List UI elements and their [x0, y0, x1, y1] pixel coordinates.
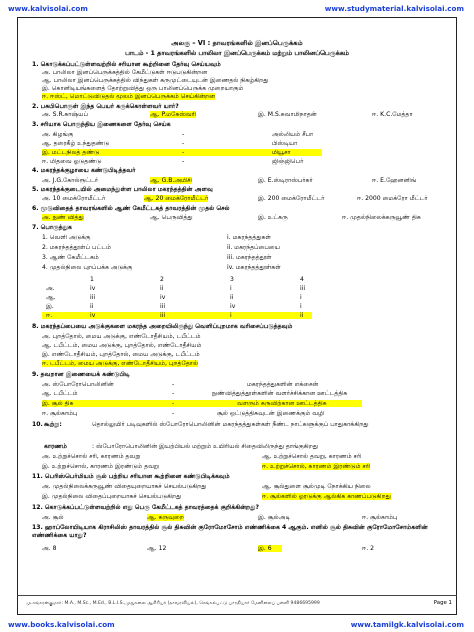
- q9-row-d-right: சூல் ஒட்டுத்திசுவுடன் இணைக்கும் வழி: [217, 410, 325, 417]
- q13-question: 13. ஹாப்லோயிடியாக கிராசிலிஸ் தாவரத்தில் சூல் திசுவின் குரோமோசோம் எண்ணிக்கை 4 ஆகும். எனில் சூல் திசுவின் குரோமோசோம்களின் எண்ணிக்கை யாது?: [32, 524, 428, 539]
- q4-option-a: அ. J.G.கோல்ரூட்டர்: [42, 177, 99, 184]
- q7-col-4: 4: [300, 276, 304, 283]
- q7-right-2: ii. மகரந்தப்பையை: [227, 244, 280, 251]
- q7-opt-a: அ. iv ii i iii: [46, 285, 306, 292]
- q10-kaaranam: : ஸ்போரோபொலினின் இயற்பியல் மற்றும் உயிரியல் சிதைவிலிருந்து தாங்குகிறது: [92, 443, 319, 450]
- q10-kootru: தொல்லுயிர் படிவுகளில் ஸ்போரோபொலினின் மகரந்தத்துகள்கள் நீண்ட நாட்களுக்குப் பாதுகாக்கிறது: [92, 421, 369, 428]
- author-credit: மு.சங்கரன்குமார்: M.A., M.Sc., M.Ed., B.L.I.S.,முதுகலை ஆசிரியர் (தாவரவியல்), செங்கல்பட்டு பாரதியார் மேனிலைப் பள்ளி 9486695999: [26, 601, 320, 606]
- q7-right-1: i. மகரந்தத்துகள்: [227, 234, 272, 241]
- q1-option-b: ஆ. பாலிலா இனப்பெருக்கத்தில் விந்துகள் கருமுட்டையுடன் இணைதல் நிகழ்கிறது: [42, 77, 269, 84]
- q13-option-a: அ. 8: [42, 545, 57, 552]
- q7-right-3: iii. மகரந்தத்தூள்: [227, 254, 272, 261]
- q12-option-d: ஈ. சூல்காம்பு: [362, 514, 398, 521]
- q7-question: 7. பொருத்துக: [32, 224, 72, 231]
- q8-question: 8. மகரந்தப்பையை அடுக்குகளை மகரந்த அறையிலிருந்து வெளிப்புறமாக வரிசைப்படுத்தவும்: [32, 323, 293, 330]
- q6-option-b: ஆ. பெருவித்து: [150, 214, 193, 221]
- q8-option-b: ஆ. டபீட்டம், மைய அடுக்கு, புறத்தோல், எண்டோதீசியம்: [42, 342, 202, 349]
- q3-row-a-right: அல்லியம் சீபா: [272, 131, 314, 138]
- q12-option-c: இ. சூல்அடி: [258, 514, 291, 521]
- q4-option-c: இ. E.ஸ்டிராஸ்பர்கர்: [258, 177, 313, 184]
- q10-option-d-answer: ஈ. உற்றுச்சொல், காரணம் இரண்டும் சரி: [262, 463, 371, 470]
- q3-row-c-answer: இ. மட்டநிலத் தண்டு - மியூசா: [42, 149, 322, 156]
- q3-row-a-left: அ. கிழங்கு: [42, 131, 74, 138]
- page-number: Page 1: [433, 600, 452, 606]
- footer-divider: [17, 595, 457, 596]
- q7-left-1: 1. வெளி அடுக்கு: [42, 234, 91, 241]
- lesson-title: பாடம் - 1 தாவரங்களில் பாலிலா இனப்பெருக்கம் மற்றும் பாலினப்பெருக்கம்: [125, 49, 349, 57]
- q4-question: 4. மகரந்தக்குழாயை கண்டுபிடித்தவர்: [32, 167, 136, 174]
- site-link-bottom-left[interactable]: www.books.kalvisolai.com: [8, 620, 115, 629]
- q9-row-b-left: ஆ. டபீட்டம்: [42, 390, 78, 397]
- q13-option-c-answer: இ. 6: [258, 545, 282, 552]
- q10-option-a: அ. உற்றுச்சொல் சரி, காரணம் தவறு: [42, 453, 141, 460]
- q9-row-d-left: ஈ. சூல்காம்பு: [42, 410, 78, 417]
- q7-left-3: 3. ஆண் கேமீட்டகம்: [42, 254, 99, 261]
- q13-option-b: ஆ. 12: [147, 545, 167, 552]
- q12-option-b-answer: ஆ. கருவுறை: [147, 514, 184, 521]
- q7-col-1: 1: [90, 276, 94, 283]
- q1-option-c: இ. கொனிடியங்களைத் தோற்றுவித்து ஒரு பாலினப்பெருக்க முறையாகும்: [42, 85, 244, 92]
- q4-option-d: ஈ. E.ஹேனனிங்: [372, 177, 417, 184]
- q7-col-3: 3: [230, 276, 234, 283]
- q10-option-b: ஆ. உற்றுச்சொல் தவறு, காரணம் சரி: [262, 453, 362, 460]
- q6-option-d: ஈ. முதல்நிலைக்கருவூண் திசு: [342, 214, 421, 221]
- q2-option-d: ஈ. K.C.மேத்தா: [372, 111, 413, 118]
- q11-option-d-answer: ஈ. சூல்களில் ஓரடுக்கு ஆல்கிக காணப்படுகிறது: [262, 493, 391, 500]
- q3-question: 3. சரியாக பொருந்திய இணைகளை தேர்வு செய்க: [32, 121, 171, 128]
- site-link-top-right[interactable]: www.studymaterial.kalvisolai.com: [324, 4, 464, 13]
- q4-option-b-answer: ஆ. G.B.அமிசி: [150, 177, 192, 184]
- q9-row-a-left: அ. ஸ்போரோபொலினின்: [42, 381, 114, 388]
- q8-option-d-answer: ஈ. டபீட்டம், மைய அடுக்கு, எண்டோதீசியம், புறத்தோல்: [42, 360, 199, 367]
- q7-opt-c: இ. ii iii iv i: [46, 303, 302, 310]
- q6-option-c: இ. உட்கரு: [258, 214, 288, 221]
- q9-row-a-right: மகரந்தத்துகளின் எக்சைன்: [247, 381, 319, 388]
- q11-question: 11. பெரிஸ்பெர்மியம் சூல் பற்றிய சரியான கூற்றினை கண்டுபிடிக்கவும்: [32, 473, 230, 480]
- q7-opt-b: ஆ. iii iv ii i: [46, 294, 302, 301]
- q5-option-b-answer: ஆ. 20 மைக்ரோமீட்டர்: [144, 195, 209, 202]
- unit-title: அலகு – VI : தாவரங்களில் இனப்பெருக்கம்: [171, 39, 303, 47]
- q3-row-b-left: ஆ. தரைகீழ் உந்துதண்டு: [42, 140, 110, 147]
- q7-opt-d-answer: ஈ. iv iii i ii: [32, 312, 452, 319]
- q6-question: 6. மூடுவிதைத் தாவரங்களில் ஆண் கேமீட்டகத் தாவரத்தின் முதல் செல்: [32, 205, 230, 212]
- q1-option-a: அ. பாலிலா இனப்பெருக்கத்தில் கேமீட்டுகள் ஈடுபடுகின்றன: [42, 69, 208, 76]
- q9-row-c-answer: இ. சூல் திசு - வளரும் கருவிற்கான ஊட்டத்திசு: [42, 400, 362, 407]
- q6-option-a-answer: அ. நுண் வித்து: [42, 214, 84, 221]
- q13-option-d: ஈ. 2: [362, 545, 375, 552]
- q12-question: 12. கொடுக்கப்பட்டுள்ளவற்றில் எது பெரு கேமீட்டகத் தாவரத்தைக் குறிக்கின்றது?: [32, 504, 260, 511]
- q3-row-d-right: ஜிஞ்ஜிபெர்: [272, 158, 304, 165]
- q8-option-a: அ. புறத்தோல், மைய அடுக்கு, எண்டோதீசியம், டபீட்டம்: [42, 333, 201, 340]
- q5-option-a: அ. 10 மைக்ரோமீட்டர்: [42, 195, 106, 202]
- q12-option-a: அ. சூல்: [42, 514, 64, 521]
- q7-left-4: 4. முதல்நிலை புறப்பக்க அடுக்கு: [42, 264, 133, 271]
- site-link-bottom-right[interactable]: www.tamilgk.kalvisolai.com: [350, 620, 464, 629]
- q5-option-d: ஈ. 2000 மைக்ரோ மீட்டர்: [357, 195, 428, 202]
- q2-option-b-answer: ஆ. P.மகேஸ்வரி: [150, 111, 197, 118]
- q7-right-4: iv. மகரந்தத்தூள்கள்: [227, 264, 281, 271]
- q9-question: 9. தவறான இணையைக் கண்டுபிடி: [32, 371, 130, 378]
- site-link-top-left[interactable]: www.kalvisolai.com: [8, 4, 88, 13]
- q1-option-d-answer: ஈ. ஈஸ்ட், மொட்டுவிடுதல் மூலம் இனப்பெருக்கம் செய்கின்றன: [42, 93, 216, 100]
- q7-col-2: 2: [160, 276, 164, 283]
- q5-option-c: இ. 200 மைக்ரோமீட்டர்: [258, 195, 325, 202]
- q3-row-d-left: ஈ. மிதவை ஓடுதண்டு: [42, 158, 102, 165]
- q10-kootru-label: கூற்று:: [44, 421, 62, 428]
- q2-option-c: இ. M.S.சுவாமிநாதன்: [258, 111, 317, 118]
- q11-option-a: அ. முதல்நிலைக்கருவூண் விதையுறையாகச் செயல்படுகிறது: [42, 483, 207, 490]
- q2-option-a: அ. S.R.காஷ்யப்: [42, 111, 89, 118]
- q1-question: 1. கொடுக்கப்பட்டுள்ளவற்றில் சரியான கூற்றினை தேர்வு செய்யவும்: [32, 61, 221, 68]
- q3-row-b-right: பிஸ்டியா: [272, 140, 298, 147]
- q2-question: 2. பசுபிபொருள் இந்த பெயர் கருக்கொள்ளவர் யார்?: [32, 103, 179, 110]
- q9-row-b-right: நுண்வித்துத்தூள்களின் வளர்ச்சிக்கான ஊட்டத்திசு: [212, 390, 348, 397]
- q8-option-c: இ. எண்டோதீசியம், புறத்தோல், மைய அடுக்கு, டபீட்டம்: [42, 351, 200, 358]
- q10-option-c: இ. உற்றுச்சொல், காரணம் இரண்டும் தவறு: [42, 463, 160, 470]
- q11-option-c: இ. முதல்நிலை விதைப்புறையாகச் செயல்படுகிறது: [42, 493, 182, 500]
- q5-question: 5. மகரந்தக்குடையில் அமைந்துள்ள பாலிலா மகரந்தத்தின் அளவு: [32, 186, 213, 193]
- q7-left-2: 2. மகரந்தத்தூள்ப் பட்டம்: [42, 244, 112, 251]
- q11-option-b: ஆ. சூல்துளை சூல்முடி நோக்கிய நிலை: [262, 483, 371, 490]
- q10-kaaranam-label: காரணம்: [44, 443, 67, 450]
